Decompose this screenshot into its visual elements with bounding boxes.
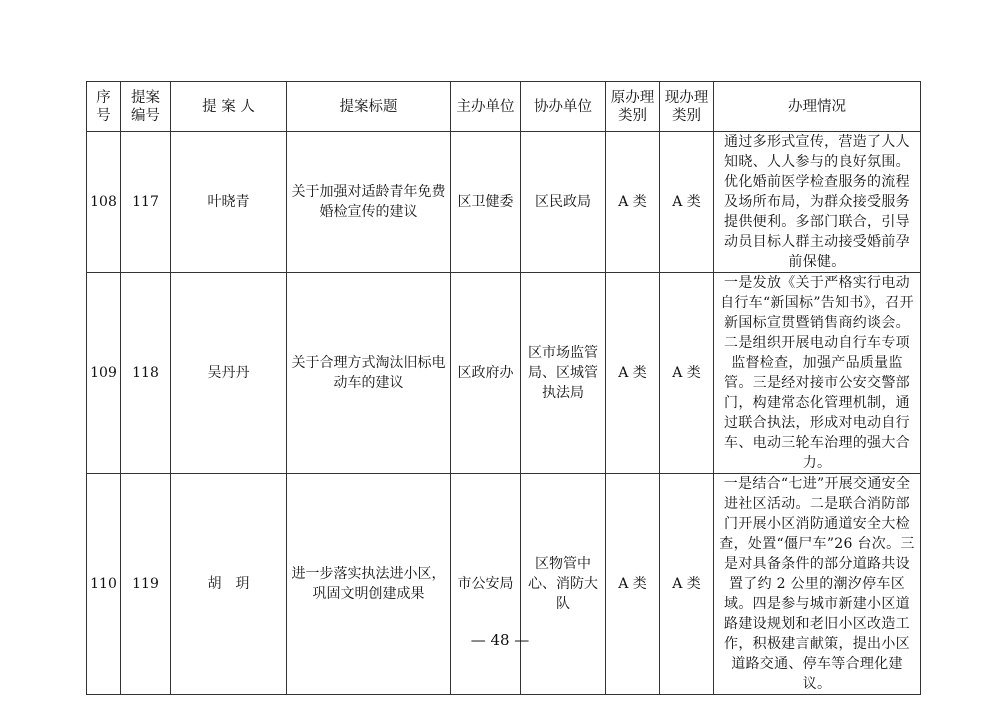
- cell-proposal-no: 117: [121, 132, 171, 273]
- page-number: — 48 —: [470, 631, 530, 649]
- cell-current-category: A 类: [660, 474, 714, 695]
- cell-title: 关于加强对适龄青年免费婚检宣传的建议: [287, 132, 451, 273]
- header-original-category: 原办理类别: [606, 82, 660, 132]
- cell-host-unit: 区政府办: [451, 273, 521, 474]
- header-proposal-no: 提案编号: [121, 82, 171, 132]
- header-assist-unit: 协办单位: [521, 82, 606, 132]
- cell-proposer: 叶晓青: [171, 132, 287, 273]
- cell-proposer: 胡 玥: [171, 474, 287, 695]
- cell-handling-status: 一是结合“七进”开展交通安全进社区活动。二是联合消防部门开展小区消防通道安全大检查，处置“僵尸车”26 台次。三是对具备条件的部分道路共设置了约 2 公里的潮汐停车区域。四是参与城市新建小区道路建设规划和老旧小区改造工作，积极建言献策，提出小区道路交通、停车等合理化建议。: [714, 474, 921, 695]
- cell-host-unit: 区卫健委: [451, 132, 521, 273]
- header-proposer: 提 案 人: [171, 82, 287, 132]
- cell-seq: 110: [87, 474, 121, 695]
- cell-seq: 109: [87, 273, 121, 474]
- table-row: [87, 474, 921, 695]
- proposal-table: [86, 81, 921, 695]
- cell-proposal-no: 119: [121, 474, 171, 695]
- header-title: 提案标题: [287, 82, 451, 132]
- cell-proposal-no: 118: [121, 273, 171, 474]
- cell-proposer: 吴丹丹: [171, 273, 287, 474]
- cell-seq: 108: [87, 132, 121, 273]
- header-current-category: 现办理类别: [660, 82, 714, 132]
- table-row: [87, 132, 921, 273]
- cell-current-category: A 类: [660, 273, 714, 474]
- cell-original-category: A 类: [606, 474, 660, 695]
- header-host-unit: 主办单位: [451, 82, 521, 132]
- cell-original-category: A 类: [606, 132, 660, 273]
- cell-assist-unit: 区民政局: [521, 132, 606, 273]
- cell-host-unit: 市公安局: [451, 474, 521, 695]
- cell-title: 进一步落实执法进小区，巩固文明创建成果: [287, 474, 451, 695]
- cell-current-category: A 类: [660, 132, 714, 273]
- cell-original-category: A 类: [606, 273, 660, 474]
- cell-handling-status: 通过多形式宣传，营造了人人知晓、人人参与的良好氛围。优化婚前医学检查服务的流程及场所布局，为群众接受服务提供便利。多部门联合，引导动员目标人群主动接受婚前孕前保健。: [714, 132, 921, 273]
- cell-title: 关于合理方式淘汰旧标电动车的建议: [287, 273, 451, 474]
- cell-assist-unit: 区物管中心、消防大队: [521, 474, 606, 695]
- header-seq: 序号: [87, 82, 121, 132]
- cell-assist-unit: 区市场监管局、区城管执法局: [521, 273, 606, 474]
- table-header-row: [87, 82, 921, 132]
- table-row: [87, 273, 921, 474]
- cell-handling-status: 一是发放《关于严格实行电动自行车“新国标”告知书》，召开新国标宣贯暨销售商约谈会。二是组织开展电动自行车专项监督检查，加强产品质量监管。三是经对接市公安交警部门，构建常态化管理机制，通过联合执法，形成对电动自行车、电动三轮车治理的强大合力。: [714, 273, 921, 474]
- header-handling-status: 办理情况: [714, 82, 921, 132]
